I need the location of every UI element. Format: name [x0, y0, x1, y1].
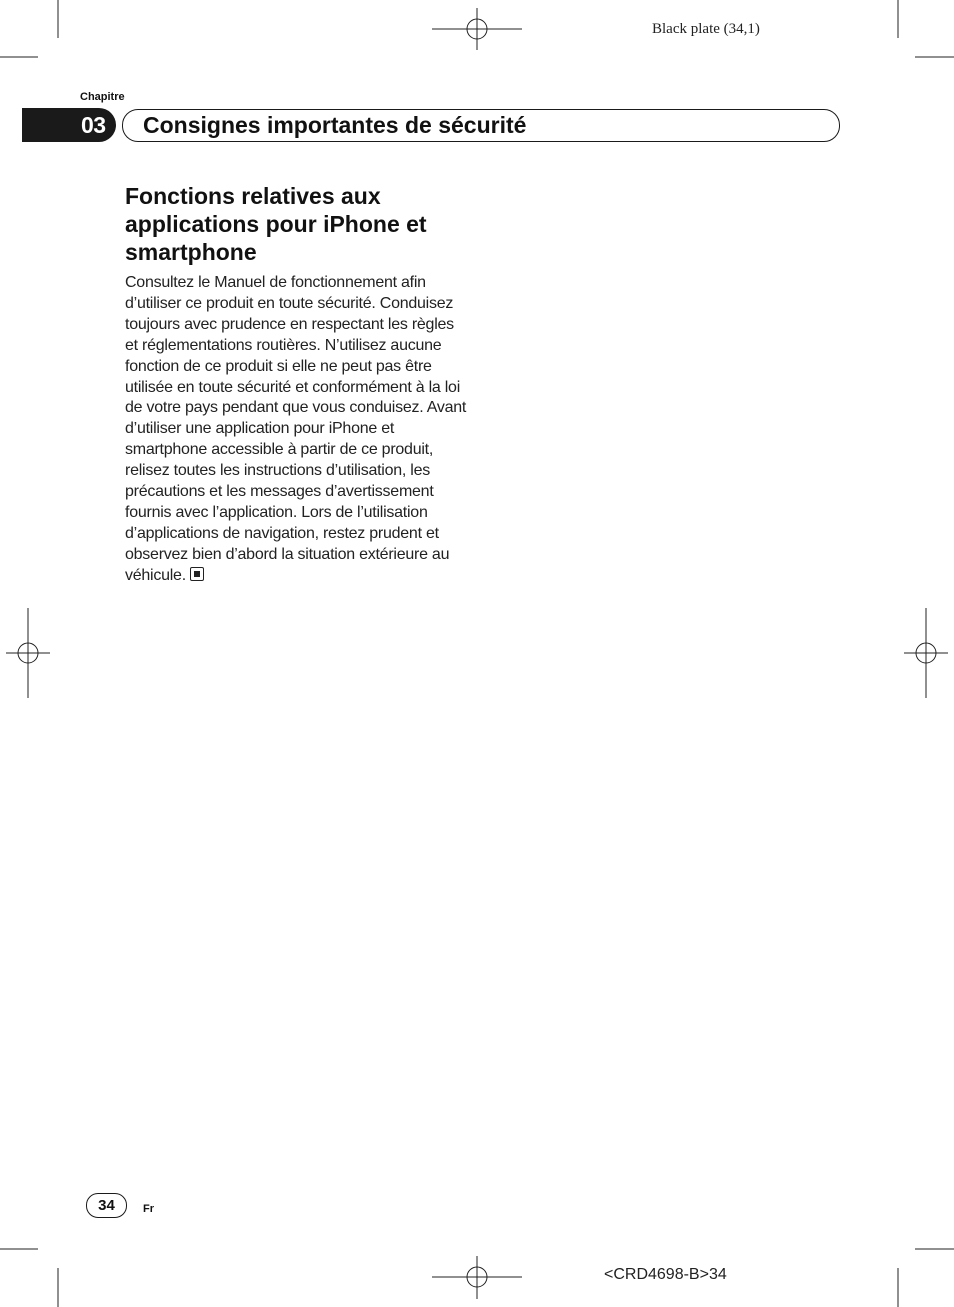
chapter-number: 03: [81, 112, 106, 138]
registration-target-left-icon: [6, 608, 50, 698]
registration-target-top-icon: [432, 8, 522, 50]
chapter-label: Chapitre: [80, 91, 125, 103]
plate-info: Black plate (34,1): [652, 21, 760, 37]
chapter-title-banner: [122, 109, 840, 142]
document-code: <CRD4698-B>34: [604, 1266, 727, 1283]
end-of-section-square-icon: [190, 567, 204, 581]
page-number-badge: [86, 1193, 127, 1218]
language-code: Fr: [143, 1203, 154, 1215]
registration-target-right-icon: [904, 608, 948, 698]
section-body: [125, 273, 470, 587]
registration-target-bottom-icon: [432, 1256, 522, 1299]
chapter-title: Consignes importantes de sécurité: [143, 112, 527, 138]
section-body-text: Consultez le Manuel de fonctionnement afin d’utiliser ce produit en toute sécurité. Conduisez toujours avec prudence en respectant les règles et réglementations routières. N’utilisez aucune fonction de ce produit si elle ne peut pas être utilisée en toute sécurité et conformément à la loi de votre pays pendant que vous conduisez. Avant d’utiliser une application pour iPhone et smartphone accessible à partir de ce produit, relisez toutes les instructions d’utilisation, les précautions et les messages d’avertissement fournis avec l’application. Lors de l’utilisation d’applications de navigation, restez prudent et observez bien d’abord la situation extérieure au véhicule.: [125, 274, 467, 584]
section-heading: Fonctions relatives aux applications pour iPhone et smartphone: [125, 183, 427, 265]
chapter-number-tab: [22, 108, 116, 142]
page-number: 34: [98, 1197, 115, 1214]
